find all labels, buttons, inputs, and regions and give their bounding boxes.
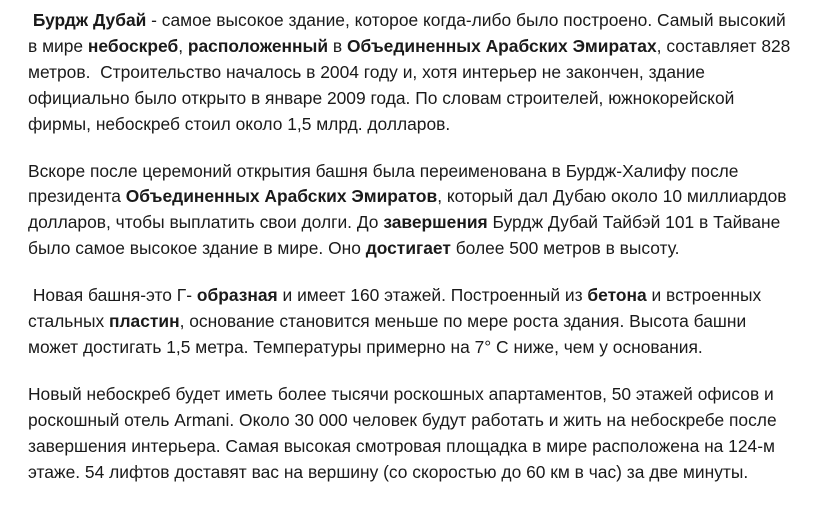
bold-term: Объединенных Арабских Эмиратов (125, 186, 438, 207)
text-run: метров. Строительство началось в 2004 году и, хотя интерьер не закончен, здание (28, 61, 705, 82)
text-run: президента (28, 186, 126, 207)
text-run: , основание становится меньше по мере роста здания. Высота башни (179, 311, 747, 332)
text-run: , составляет 828 (656, 35, 791, 56)
bold-term: бетона (587, 285, 647, 306)
text-run: роскошный отель Armani. Около 30 000 человек будут работать и жить на небоскребе после (28, 409, 777, 430)
bold-term: Объединенных Арабских Эмиратах (346, 35, 657, 56)
text-run: Новый небоскреб будет иметь более тысячи роскошных апартаментов, 50 этажей офисов и (28, 383, 774, 404)
bold-term: достигает (365, 238, 451, 259)
text-run: в мире (28, 35, 88, 56)
text-run: официально было открыто в январе 2009 года. По словам строителей, южнокорейской (28, 87, 735, 108)
bold-term: завершения (383, 212, 488, 233)
text-run: Вскоре после церемоний открытия башня была переименована в Бурдж-Халифу после (28, 160, 739, 181)
paragraph-3 (28, 283, 808, 361)
bold-term: образная (196, 285, 278, 306)
text-run: и встроенных (646, 285, 762, 306)
paragraph-1 (28, 8, 808, 138)
text-run: этаже. 54 лифтов доставят вас на вершину (со скоростью до 60 км в час) за две минуты. (28, 461, 749, 482)
text-run: стальных (28, 311, 109, 332)
text-run: - самое высокое здание, которое когда-либо было построено. Самый высокий (146, 10, 786, 30)
text-run: фирмы, небоскреб стоил около 1,5 млрд. долларов. (28, 113, 451, 134)
text-run: и имеет 160 этажей. Построенный из (277, 285, 588, 306)
text-run: было самое высокое здание в мире. Оно (28, 238, 366, 259)
paragraph-2 (28, 159, 808, 263)
text-run: , (178, 35, 188, 56)
article-body (28, 8, 808, 507)
bold-term: небоскреб (87, 35, 179, 56)
text-run: может достигать 1,5 метра. Температуры примерно на 7° С ниже, чем у основания. (28, 336, 703, 357)
text-run: Новая башня-это Г- (28, 285, 197, 306)
text-run: , который дал Дубаю около 10 миллиардов (437, 186, 787, 207)
paragraph-4 (28, 382, 808, 486)
text-run: Бурдж Дубай Тайбэй 101 в Тайване (487, 212, 781, 233)
text-run: более 500 метров в высоту. (450, 238, 680, 259)
text-run: завершения интерьера. Самая высокая смотровая площадка в мире расположена на 124-м (28, 435, 775, 456)
text-run: в (328, 35, 347, 56)
bold-term: Бурдж Дубай (32, 10, 147, 30)
bold-term: расположенный (187, 35, 329, 56)
bold-term: пластин (108, 311, 180, 332)
text-run: долларов, чтобы выплатить свои долги. До (28, 212, 384, 233)
